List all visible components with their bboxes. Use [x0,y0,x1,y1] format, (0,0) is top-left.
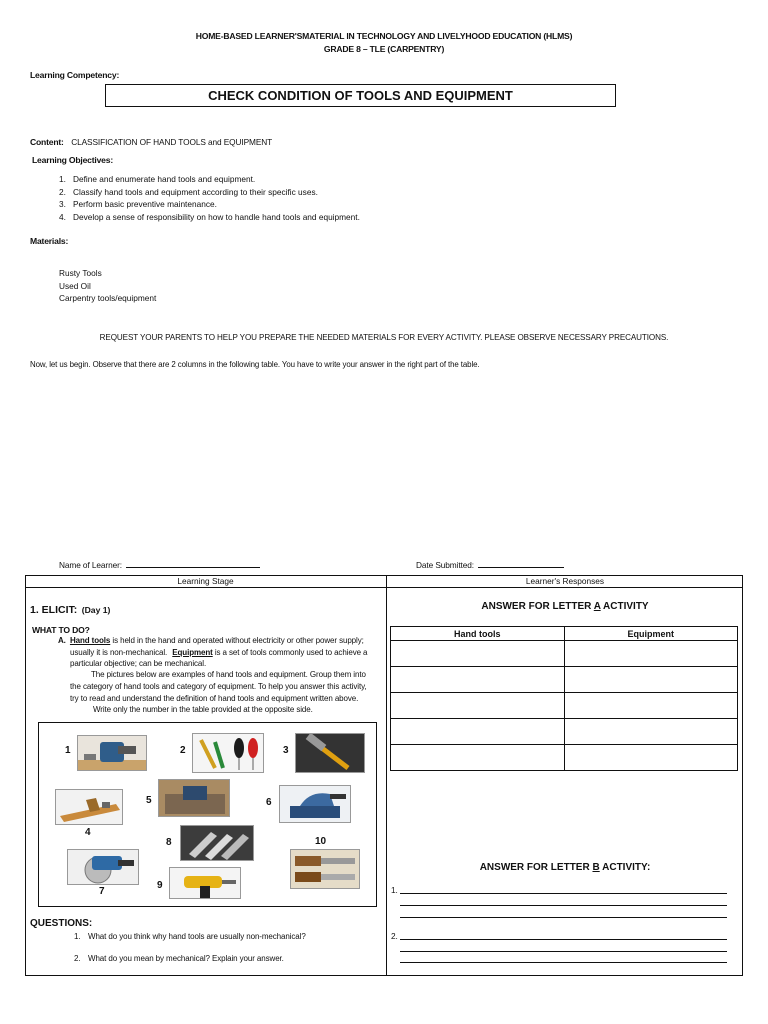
question-item: 2. What do you mean by mechanical? Explain your answer. [74,954,284,963]
elicit-a-line3: particular objective; can be mechanical. [70,659,207,668]
objectives-list [59,173,360,223]
picture-number: 1 [65,745,71,756]
answer-a-col-hand-tools: Hand tools [391,627,565,641]
orbital-sander-picture [279,785,351,823]
materials-label: Materials: [30,236,69,246]
answer-cell[interactable] [391,667,565,693]
answer-b-line[interactable] [400,939,727,940]
objective-item: 4. Develop a sense of responsibility on how to handle hand tools and equipment. [59,211,360,222]
answer-a-col-equipment: Equipment [564,627,738,641]
content-label: Content: [30,137,64,147]
competency-title: CHECK CONDITION OF TOOLS AND EQUIPMENT [105,84,616,107]
table-header-rule [25,587,743,588]
date-submitted-field[interactable] [416,555,564,573]
answer-cell[interactable] [564,719,738,745]
answer-b-heading: ANSWER FOR LETTER B ACTIVITY: [479,862,651,873]
router-picture [77,735,147,771]
document-header-line2: GRADE 8 – TLE (CARPENTRY) [323,44,445,54]
answer-cell[interactable] [391,693,565,719]
hand-plane-picture [55,789,123,825]
content-row [30,132,272,150]
date-submitted-line[interactable] [478,559,564,568]
answer-b-line[interactable] [400,905,727,906]
table-saw-picture [158,779,230,817]
elicit-a-line2: usually it is non-mechanical. Equipment is a set of tools commonly used to achieve a [70,648,368,657]
picture-number: 5 [146,795,152,806]
objective-item: 3. Perform basic preventive maintenance. [59,199,217,209]
chisels-picture [180,825,254,861]
answer-cell[interactable] [391,745,565,771]
picture-number: 9 [157,880,163,891]
material-item: Rusty Tools [59,268,102,278]
learner-name-field[interactable] [59,555,260,573]
question-item: 1. What do you think why hand tools are usually non-mechanical? [74,932,306,941]
answer-b-line[interactable] [400,951,727,952]
hammer-picture [295,733,365,773]
parents-notice: REQUEST YOUR PARENTS TO HELP YOU PREPARE THE NEEDED MATERIALS FOR EVERY ACTIVITY. PLEASE OBSERVE NECESSARY PRECAUTIONS. [99,333,669,342]
answer-a-table [390,626,738,771]
picture-number: 10 [315,836,327,847]
picture-number: 3 [283,745,289,756]
picture-number: 4 [85,827,91,838]
objectives-label: Learning Objectives: [32,155,114,165]
learner-name-label: Name of Learner: [59,560,122,570]
picture-number: 7 [99,886,105,897]
elicit-a-line1: A. Hand tools is held in the hand and operated without electricity or other power supply; [58,636,364,645]
tools-pictures-panel [38,722,377,907]
document-header-line1: HOME-BASED LEARNER'SMATERIAL IN TECHNOLOGY AND LIVELYHOOD EDUCATION (HLMS) [195,31,573,41]
intro-text: Now, let us begin. Observe that there are 2 columns in the following table. You have to write your answer in the right part of the table. [30,360,480,369]
answer-b-line[interactable] [400,893,727,894]
objective-item: 2. Classify hand tools and equipment according to their specific uses. [59,186,318,197]
answer-b-line[interactable] [400,917,727,918]
answer-b-number-1: 1. [391,885,398,895]
materials-list [59,267,156,305]
material-item: Carpentry tools/equipment [59,293,157,303]
picture-number: 6 [266,797,272,808]
table-column-divider [386,575,387,976]
competency-label: Learning Competency: [30,70,120,80]
answer-cell[interactable] [564,667,738,693]
answer-a-heading: ANSWER FOR LETTER A ACTIVITY [481,601,649,612]
content-value: CLASSIFICATION OF HAND TOOLS and EQUIPMENT [71,137,273,147]
elicit-para2-line1: The pictures below are examples of hand tools and equipment. Group them into [91,670,366,679]
picture-number: 8 [166,837,172,848]
elicit-para2-line4: Write only the number in the table provided at the opposite side. [93,705,313,714]
material-item: Used Oil [59,280,91,291]
what-to-do-label: WHAT TO DO? [32,625,90,635]
elicit-heading: 1. ELICIT: (Day 1) [30,604,111,616]
answer-cell[interactable] [391,719,565,745]
col-header-learner-responses: Learner's Responses [525,576,605,586]
questions-label: QUESTIONS: [30,918,93,929]
elicit-para2-line3: try to read and understand the definition of hand tools and equipment written above. [70,694,359,703]
objective-item: 1. Define and enumerate hand tools and equipment. [59,174,256,184]
screwdrivers-picture [192,733,264,773]
answer-cell[interactable] [564,745,738,771]
answer-cell[interactable] [391,641,565,667]
learner-name-line[interactable] [126,559,260,568]
power-drill-picture [169,867,241,899]
answer-b-number-2: 2. [391,931,398,941]
answer-cell[interactable] [564,641,738,667]
answer-cell[interactable] [564,693,738,719]
col-header-learning-stage: Learning Stage [177,576,234,586]
date-submitted-label: Date Submitted: [416,560,474,570]
elicit-para2-line2: the category of hand tools and category of equipment. To help you answer this activity, [70,682,367,691]
picture-number: 2 [180,745,186,756]
answer-b-line[interactable] [400,962,727,963]
hand-saws-picture [290,849,360,889]
circular-saw-picture [67,849,139,885]
